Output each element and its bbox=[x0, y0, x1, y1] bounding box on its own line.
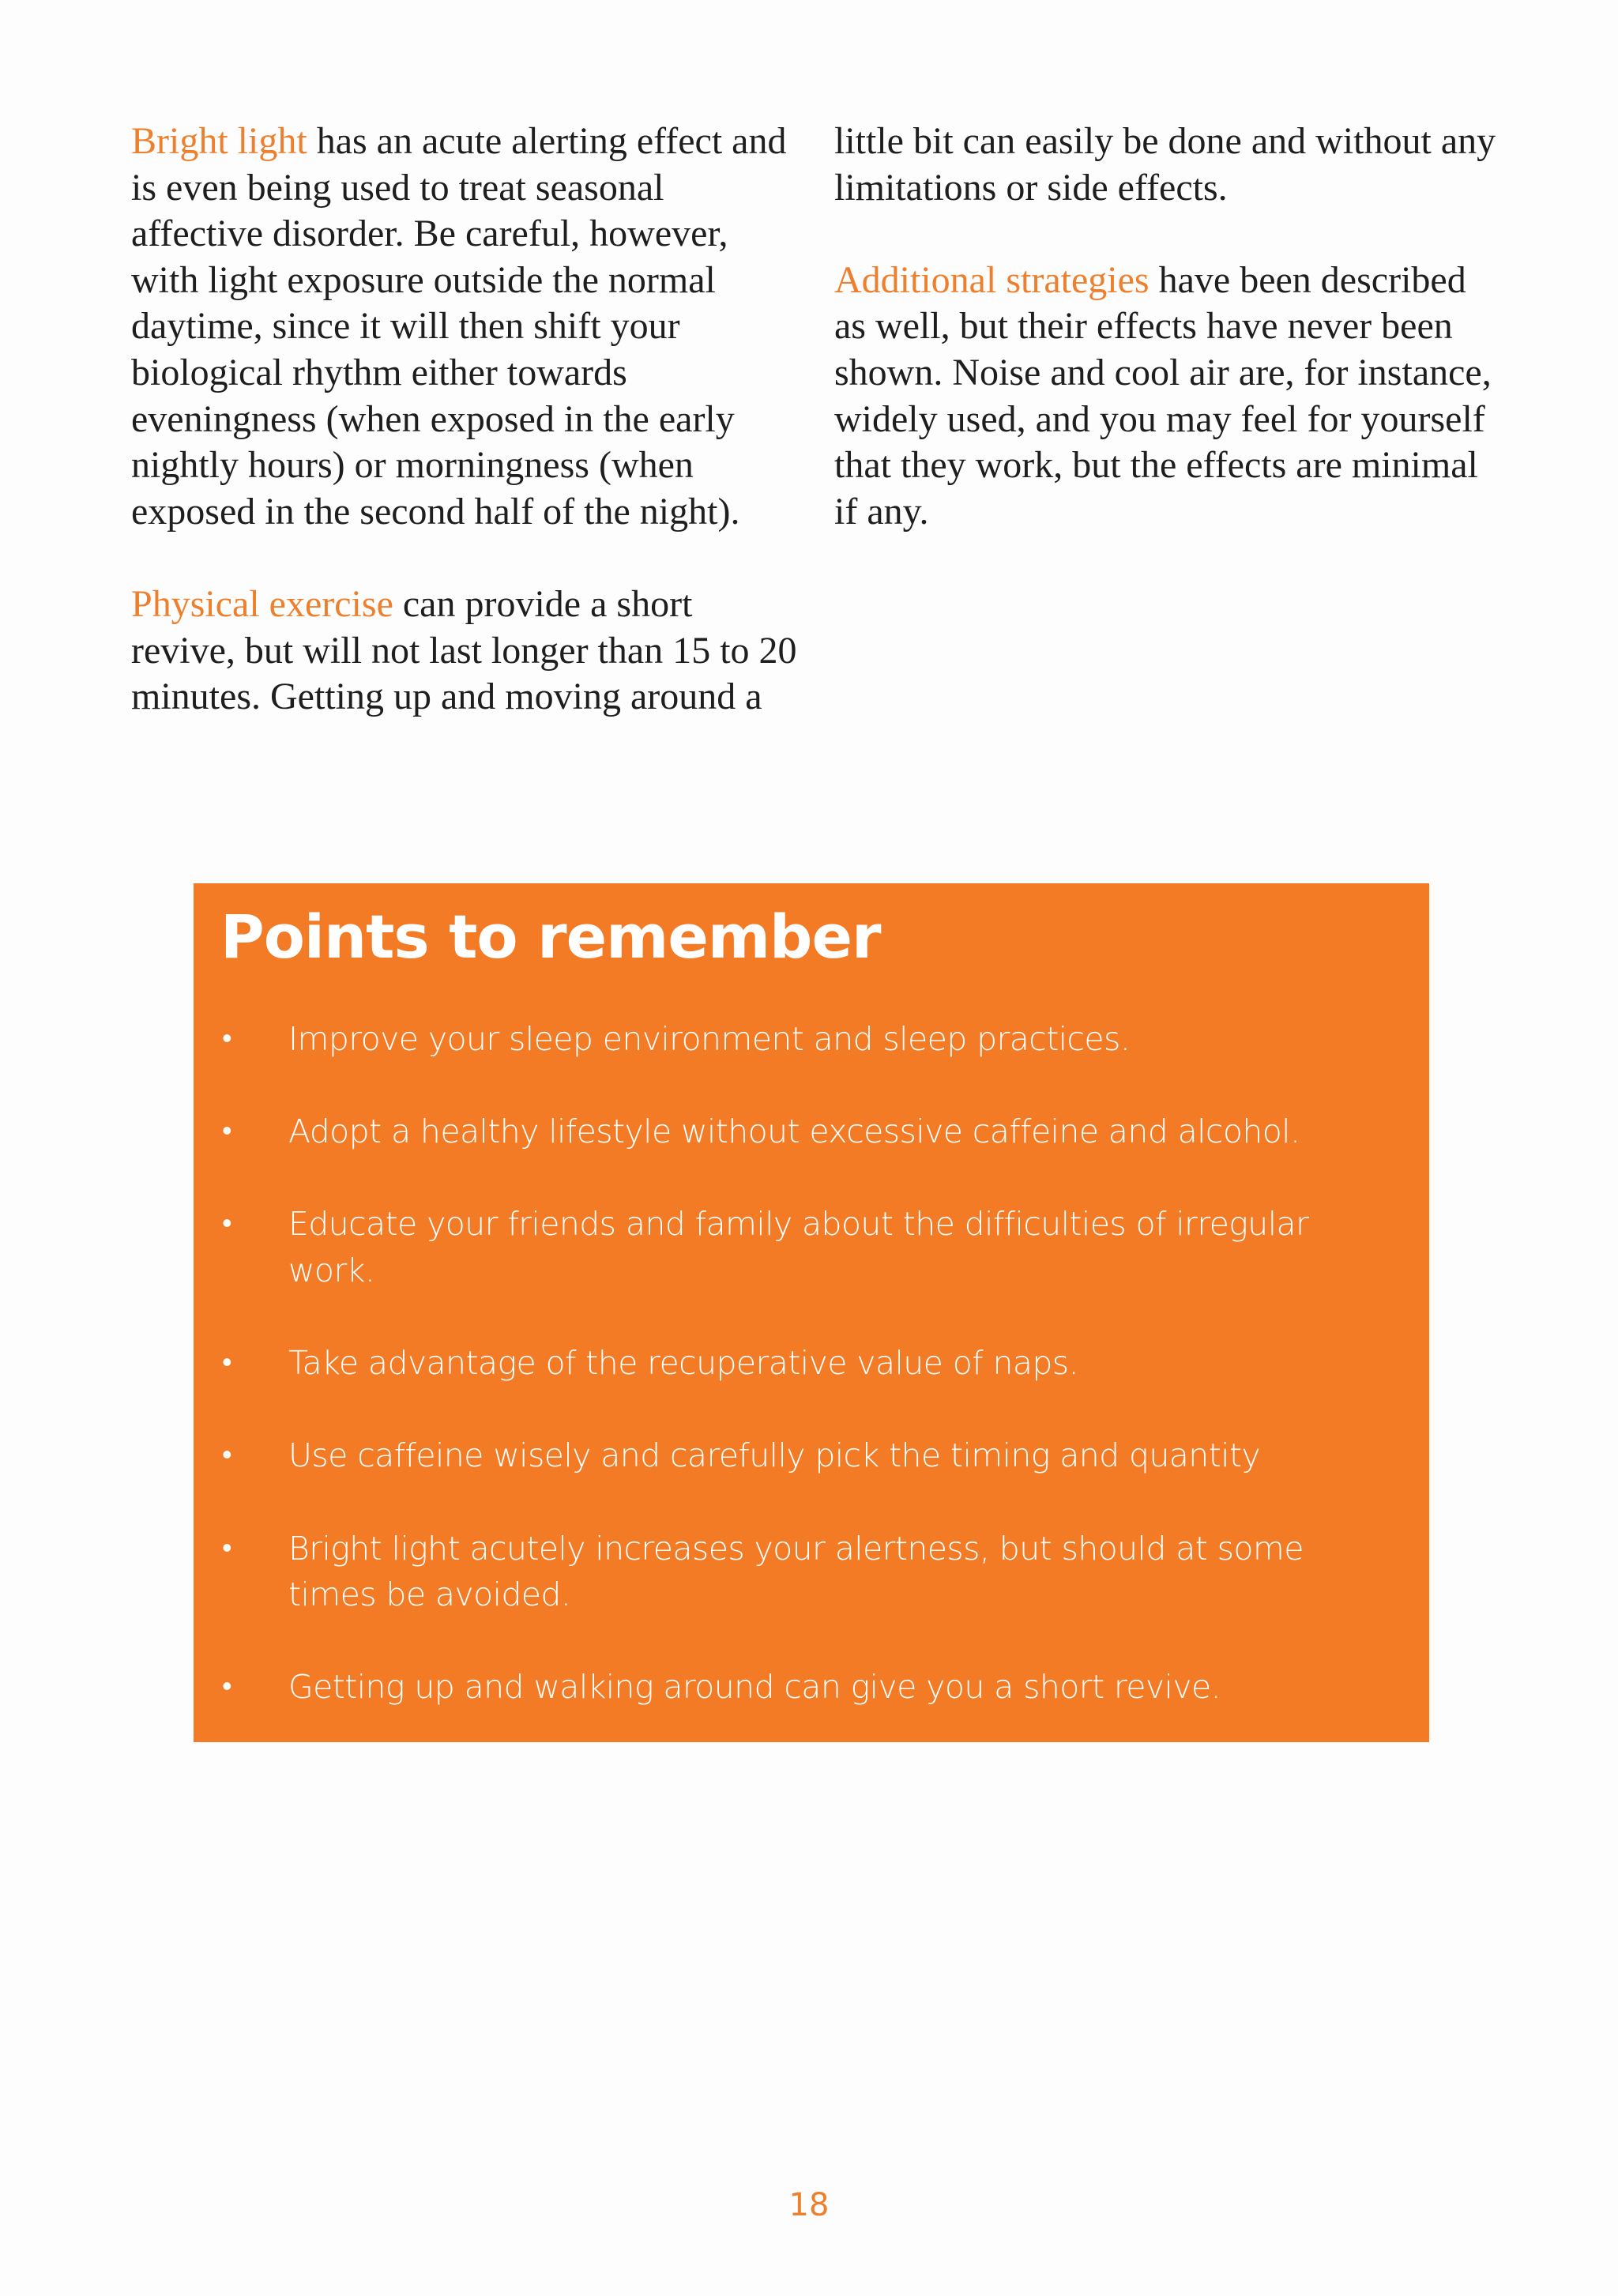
paragraph-text: can provide a short revive, but will not last longer than 15 to 20 minutes. Getting up and moving around a little bit can easily be done and without any limitations or side effects. bbox=[131, 120, 1496, 718]
highlight-term: Additional strategies bbox=[834, 258, 1150, 301]
list-item-text: Take advantage of the recuperative value of naps. bbox=[288, 1344, 1079, 1383]
list-item-text: Improve your sleep environment and sleep practices. bbox=[288, 1020, 1131, 1058]
list-item-text: Getting up and walking around can give you a short revive. bbox=[288, 1668, 1221, 1707]
list-item bbox=[220, 1201, 1374, 1293]
bullet-icon: • bbox=[222, 1439, 232, 1472]
highlight-term: Physical exercise bbox=[131, 582, 393, 625]
list-item bbox=[220, 1664, 1374, 1711]
box-title: Points to remember bbox=[220, 901, 881, 972]
list-item bbox=[220, 1016, 1374, 1063]
list-item bbox=[220, 1526, 1374, 1618]
paragraph-text: have been described as well, but their effects have never been shown. Noise and cool air are, for instance, widely used, and you may feel for yourself that they work, but the effects are minimal if any. bbox=[834, 258, 1492, 533]
highlight-term: Bright light bbox=[131, 120, 307, 162]
list-item-text: Use caffeine wisely and carefully pick the timing and quantity bbox=[288, 1436, 1261, 1475]
paragraph-bright-light bbox=[131, 119, 803, 535]
bullet-icon: • bbox=[222, 1346, 232, 1379]
list-item-text: Educate your friends and family about the difficulties of irregular work. bbox=[288, 1205, 1309, 1289]
page-number: 18 bbox=[788, 2187, 830, 2223]
bullet-icon: • bbox=[222, 1531, 232, 1564]
bullet-icon: • bbox=[222, 1115, 232, 1148]
list-item bbox=[220, 1108, 1374, 1155]
list-item-text: Adopt a healthy lifestyle without excessive caffeine and alcohol. bbox=[288, 1112, 1300, 1151]
points-list bbox=[220, 1016, 1374, 1757]
bullet-icon: • bbox=[222, 1022, 232, 1055]
list-item bbox=[220, 1432, 1374, 1479]
points-to-remember-box bbox=[194, 883, 1429, 1742]
list-item-text: Bright light acutely increases your alertness, but should at some times be avoided. bbox=[288, 1529, 1304, 1614]
paragraph-text: has an acute alerting effect and is even being used to treat seasonal affective disorder. Be careful, however, with light exposure outside the normal daytime, since it will then shift your biological rhythm either towards eveningness (when exposed in the early nightly hours) or morningness (when exposed in the second half of the night). bbox=[131, 120, 787, 533]
paragraph-additional-strategies bbox=[834, 258, 1506, 536]
list-item bbox=[220, 1340, 1374, 1387]
body-text-columns bbox=[131, 119, 1506, 743]
bullet-icon: • bbox=[222, 1207, 232, 1240]
bullet-icon: • bbox=[222, 1670, 232, 1703]
